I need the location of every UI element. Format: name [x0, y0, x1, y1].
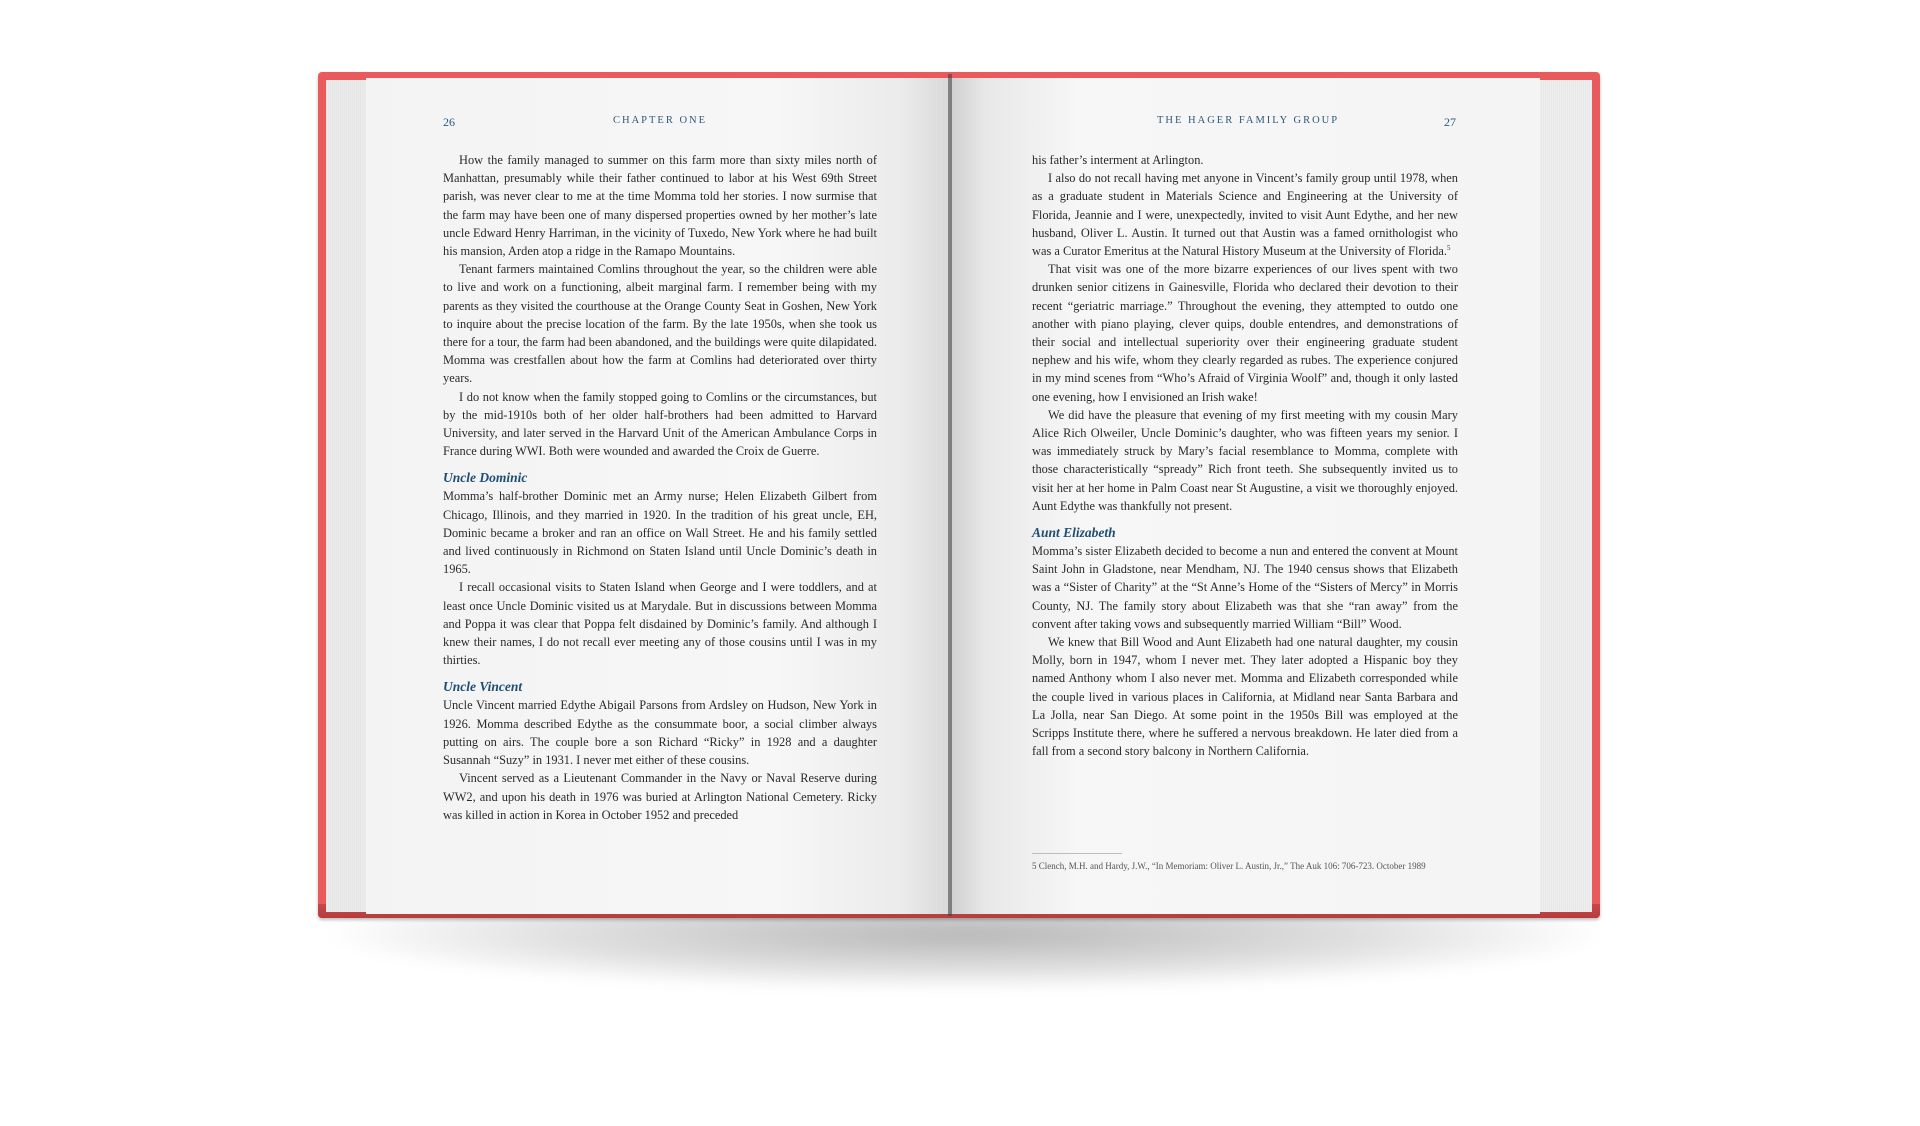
section-heading-uncle-dominic: Uncle Dominic	[443, 470, 528, 486]
paragraph: How the family managed to summer on this farm more than sixty miles north of Manhattan, presumably while their father continued to labor at his West 69th Street parish, was never clear to me at the time Momma told her stories. I now surmise that the farm may have been one of many dispersed properties owned by her mother’s late uncle Edward Henry Harriman, in the vicinity of Tuxedo, New York where he had built his mansion, Arden atop a ridge in the Ramapo Mountains.	[443, 153, 877, 259]
paragraph: Vincent served as a Lieutenant Commander in the Navy or Naval Reserve during WW2, and upon his death in 1976 was buried at Arlington National Cemetery. Ricky was killed in action in Korea in October 1952 and preceded	[443, 771, 877, 822]
left-text-column	[443, 151, 877, 824]
paragraph: Momma’s sister Elizabeth decided to become a nun and entered the convent at Mount Saint John in Gladstone, near Mendham, NJ. The 1940 census shows that Elizabeth was a “Sister of Charity” at the “St Anne’s Home of the “Sisters of Mercy” in Morris County, NJ. The family story about Elizabeth was that she “ran away” from the convent after taking vows and subsequently married William “Bill” Wood.	[1032, 544, 1458, 631]
paragraph: That visit was one of the more bizarre experiences of our lives spent with two drunken senior citizens in Gainesville, Florida who declared their devotion to their recent “geriatric marriage.” Throughout the evening, they attempted to outdo one another with piano playing, clever quips, double entendres, and demonstrations of their social and intellectual superiority over their engineering graduate student nephew and his wife, whom they clearly regarded as rubes. The experience conjured in my mind scenes from “Who’s Afraid of Virginia Woolf” and, though it only lasted one evening, how I envisioned an Irish wake!	[1032, 262, 1458, 404]
paragraph: I do not know when the family stopped going to Comlins or the circumstances, but by the mid-1910s both of her older half-brothers had been admitted to Harvard University, and later served in the Harvard Unit of the American Ambulance Corps in France during WWI. Both were wounded and awarded the Croix de Guerre.	[443, 389, 877, 459]
paragraph	[1032, 169, 1458, 260]
section-heading-uncle-vincent: Uncle Vincent	[443, 679, 523, 695]
footnote-rule	[1032, 853, 1122, 854]
paragraph: Tenant farmers maintained Comlins throughout the year, so the children were able to live and work on a functioning, albeit marginal farm. I remember being with my parents as they visited the courthouse at the Orange County Seat in Goshen, New York to inquire about the precise location of the farm. By the late 1950s, when she took us there for a tour, the farm had been abandoned, and the buildings were quite dilapidated. Momma was crestfallen about how the farm at Comlins had deteriorated over thirty years.	[443, 262, 877, 386]
footnote-marker: 5	[1447, 243, 1451, 252]
paragraph: I recall occasional visits to Staten Island when George and I were toddlers, and at least once Uncle Dominic visited us at Marydale. But in discussions between Momma and Poppa it was clear that Poppa felt disdained by Dominic’s family. And although I knew their names, I do not recall ever meeting any of those cousins until I was in my thirties.	[443, 580, 877, 668]
paragraph: his father’s interment at Arlington.	[1032, 153, 1204, 167]
left-page-number: 26	[443, 115, 455, 129]
paragraph: Momma’s half-brother Dominic met an Army nurse; Helen Elizabeth Gilbert from Chicago, Illinois, and they married in 1920. In the tradition of his great uncle, EH, Dominic became a broker and ran an office on Wall Street. He and his family settled and lived continuously in Richmond on Staten Island until Uncle Dominic’s death in 1965.	[443, 489, 877, 577]
book-spine	[948, 74, 952, 916]
paragraph: We did have the pleasure that evening of my first meeting with my cousin Mary Alice Rich Olweiler, Uncle Dominic’s daughter, who was fifteen years my senior. I was immediately struck by Mary’s facial resemblance to Momma, complete with those characteristically “spready” Rich front teeth. She subsequently invited us to visit her at her home in Palm Coast near St Augustine, a visit we thoroughly enjoyed. Aunt Edythe was thankfully not present.	[1032, 407, 1458, 513]
paragraph: Uncle Vincent married Edythe Abigail Parsons from Ardsley on Hudson, New York in 1926. Momma described Edythe as the consummate boor, a social climber always putting on airs. The couple bore a son Richard “Ricky” in 1928 and a daughter Susannah “Suzy” in 1931. I never met either of these cousins.	[443, 698, 877, 768]
paragraph: We knew that Bill Wood and Aunt Elizabeth had one natural daughter, my cousin Molly, born in 1947, whom I never met. They later adopted a Hispanic boy they named Anthony whom I also never met. Momma and Elizabeth corresponded while the couple lived in various places in California, at Midland near Santa Barbara and La Jolla, near San Diego. At some point in the 1950s Bill was employed at the Scripps Institute there, where he suffered a nervous breakdown. He later died from a fall from a second story balcony in Northern California.	[1032, 635, 1458, 759]
right-text-column	[1032, 151, 1458, 761]
left-running-head: CHAPTER ONE	[613, 115, 708, 126]
paragraph-text: I also do not recall having met anyone in Vincent’s family group until 1978, when as a graduate student in Materials Science and Engineering at the University of Florida, Jeannie and I were, unexpectedly, invited to visit Aunt Edythe, and her new husband, Oliver L. Austin. It turned out that Austin was a famed ornithologist who was a Curator Emeritus at the Natural History Museum at the University of Florida.	[1032, 171, 1458, 259]
section-heading-aunt-elizabeth: Aunt Elizabeth	[1032, 525, 1116, 541]
right-page-number: 27	[1444, 115, 1456, 129]
right-running-head: THE HAGER FAMILY GROUP	[1157, 115, 1340, 126]
page-block-right-edge	[1538, 80, 1592, 912]
page-block-left-edge	[326, 80, 366, 912]
footnote: 5 Clench, M.H. and Hardy, J.W., “In Memoriam: Oliver L. Austin, Jr.,” The Auk 106: 706-723. October 1989	[1032, 861, 1426, 871]
